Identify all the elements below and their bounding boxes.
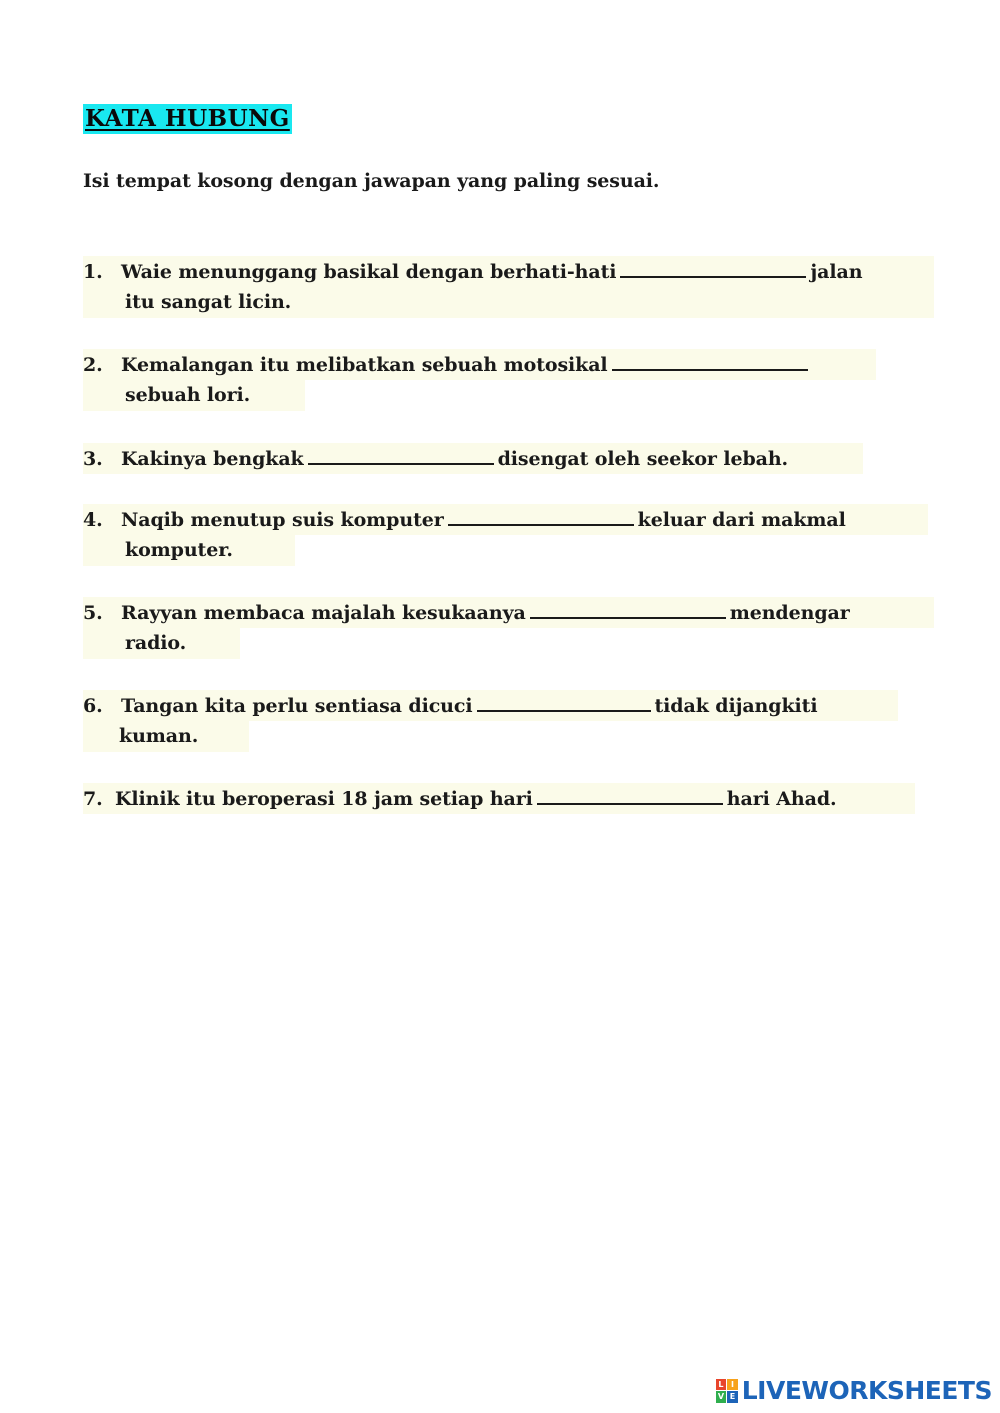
question-number: 6. bbox=[83, 695, 103, 717]
worksheet-title: KATA HUBUNG bbox=[85, 105, 290, 132]
question-text-before: Kakinya bengkak bbox=[121, 448, 304, 470]
question-text-after: keluar dari makmal bbox=[637, 509, 846, 531]
answer-blank-6[interactable] bbox=[477, 690, 651, 712]
answer-blank-4[interactable] bbox=[448, 504, 634, 526]
question-continuation: itu sangat licin. bbox=[83, 287, 934, 318]
question-number: 2. bbox=[83, 354, 103, 376]
question-text-before: Rayyan membaca majalah kesukaanya bbox=[121, 602, 526, 624]
question-continuation: kuman. bbox=[83, 721, 249, 752]
answer-blank-3[interactable] bbox=[308, 443, 494, 465]
question-text-after: disengat oleh seekor lebah. bbox=[497, 448, 789, 470]
question-text-after: hari Ahad. bbox=[726, 788, 837, 810]
question-text-before: Klinik itu beroperasi 18 jam setiap hari bbox=[115, 788, 533, 810]
question-text-before: Tangan kita perlu sentiasa dicuci bbox=[121, 695, 473, 717]
question-7 bbox=[83, 783, 915, 814]
brand-name: LIVEWORKSHEETS bbox=[741, 1376, 992, 1405]
answer-blank-1[interactable] bbox=[620, 256, 806, 278]
question-continuation: komputer. bbox=[83, 535, 295, 566]
question-2 bbox=[83, 349, 876, 411]
question-text-after: tidak dijangkiti bbox=[654, 695, 818, 717]
question-text-before: Kemalangan itu melibatkan sebuah motosikal bbox=[121, 354, 608, 376]
question-continuation: radio. bbox=[83, 628, 240, 659]
question-number: 7. bbox=[83, 788, 103, 810]
question-number: 1. bbox=[83, 261, 103, 283]
question-5 bbox=[83, 597, 934, 659]
logo-letter-v: V bbox=[716, 1391, 727, 1403]
question-3 bbox=[83, 443, 863, 474]
logo-letter-i: I bbox=[727, 1379, 738, 1391]
question-text-after: jalan bbox=[810, 261, 863, 283]
question-number: 4. bbox=[83, 509, 103, 531]
liveworksheets-logo[interactable] bbox=[716, 1376, 992, 1405]
question-1 bbox=[83, 256, 934, 318]
question-continuation: sebuah lori. bbox=[83, 380, 305, 411]
liveworksheets-logo-icon bbox=[716, 1379, 738, 1403]
answer-blank-5[interactable] bbox=[530, 597, 726, 619]
question-text-before: Naqib menutup suis komputer bbox=[121, 509, 444, 531]
question-number: 3. bbox=[83, 448, 103, 470]
question-text-after: mendengar bbox=[729, 602, 850, 624]
question-text-before: Waie menunggang basikal dengan berhati-hati bbox=[121, 261, 617, 283]
instruction-text: Isi tempat kosong dengan jawapan yang paling sesuai. bbox=[83, 170, 660, 192]
question-4 bbox=[83, 504, 928, 566]
logo-letter-e: E bbox=[727, 1391, 738, 1403]
answer-blank-7[interactable] bbox=[537, 783, 723, 805]
logo-letter-l: L bbox=[716, 1379, 727, 1391]
answer-blank-2[interactable] bbox=[612, 349, 808, 371]
question-number: 5. bbox=[83, 602, 103, 624]
question-6 bbox=[83, 690, 898, 752]
